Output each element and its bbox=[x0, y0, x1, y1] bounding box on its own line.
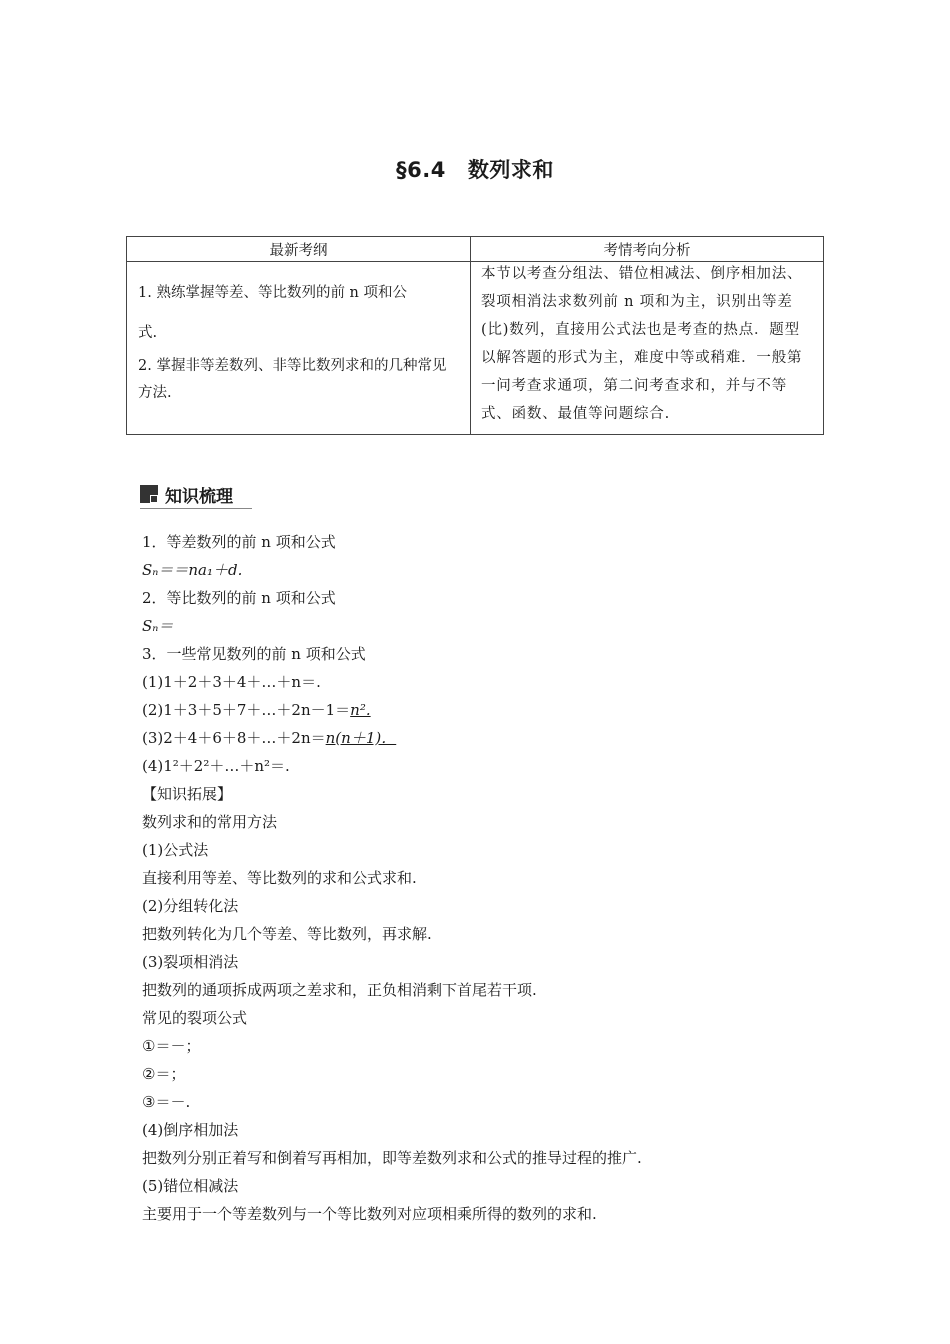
col1-cell bbox=[127, 262, 471, 435]
formula-text: (3)2＋4＋6＋8＋…＋2n＝ bbox=[142, 729, 326, 747]
text-line: 常见的裂项公式 bbox=[142, 1009, 248, 1027]
method-title: (2)分组转化法 bbox=[142, 897, 239, 915]
outline-table bbox=[126, 236, 824, 435]
text-line: 直接利用等差、等比数列的求和公式求和. bbox=[142, 869, 417, 887]
formula-line: ②＝； bbox=[142, 1065, 186, 1083]
syllabus-item-1-cont: 式. bbox=[138, 325, 158, 341]
text-line: 把数列分别正着写和倒着写再相加，即等差数列求和公式的推导过程的推广. bbox=[142, 1149, 642, 1167]
knowledge-heading-text: 知识梳理 bbox=[165, 487, 233, 507]
section-title: 数列求和 bbox=[467, 158, 554, 182]
formula-text: (2)1＋3＋5＋7＋…＋2n－1＝ bbox=[142, 701, 351, 719]
method-title: (1)公式法 bbox=[142, 841, 209, 859]
text-line: 数列求和的常用方法 bbox=[142, 813, 278, 831]
formula-answer: n(n＋1)． bbox=[325, 729, 397, 747]
col2-cell bbox=[471, 262, 824, 435]
col2-header: 考情考向分析 bbox=[471, 237, 824, 262]
knowledge-heading bbox=[140, 482, 252, 509]
text-line: 1．等差数列的前 n 项和公式 bbox=[142, 533, 336, 551]
text-line: 3．一些常见数列的前 n 项和公式 bbox=[142, 645, 366, 663]
method-title: (3)裂项相消法 bbox=[142, 953, 239, 971]
col1-header: 最新考纲 bbox=[127, 237, 471, 262]
syllabus-item-1: 1. 熟练掌握等差、等比数列的前 n 项和公 bbox=[138, 285, 407, 301]
formula-line: Sₙ＝＝na₁＋d. bbox=[142, 561, 243, 579]
square-bullet-icon bbox=[140, 485, 158, 503]
knowledge-body bbox=[142, 528, 822, 1228]
text-line: 主要用于一个等差数列与一个等比数列对应项相乘所得的数列的求和. bbox=[142, 1205, 597, 1223]
page-title bbox=[0, 154, 950, 184]
text-line: 2．等比数列的前 n 项和公式 bbox=[142, 589, 336, 607]
analysis-text: 本节以考查分组法、错位相减法、倒序相加法、裂项相消法求数列前 n 项和为主，识别出等差(比)数列，直接用公式法也是考查的热点．题型以解答题的形式为主，难度中等或稍难．一般第一问考查求通项，第二问考查求和，并与不等式、函数、最值等问题综合. bbox=[481, 266, 803, 422]
text-line: 把数列转化为几个等差、等比数列，再求解. bbox=[142, 925, 432, 943]
formula-answer: n². bbox=[350, 701, 371, 719]
section-number: §6.4 bbox=[396, 158, 446, 182]
subheading: 【知识拓展】 bbox=[142, 785, 233, 803]
text-line: 把数列的通项拆成两项之差求和，正负相消剩下首尾若干项. bbox=[142, 981, 537, 999]
syllabus-item-2: 2. 掌握非等差数列、非等比数列求和的几种常见方法. bbox=[138, 358, 447, 401]
formula-line: (1)1＋2＋3＋4＋…＋n＝. bbox=[142, 673, 321, 691]
formula-line bbox=[142, 724, 822, 752]
formula-line: (4)1²＋2²＋…＋n²＝. bbox=[142, 757, 290, 775]
formula-line bbox=[142, 696, 822, 724]
formula-line: ③＝－. bbox=[142, 1093, 191, 1111]
method-title: (5)错位相减法 bbox=[142, 1177, 239, 1195]
formula-line: ①＝－； bbox=[142, 1037, 201, 1055]
formula-line: Sₙ＝ bbox=[142, 617, 174, 635]
method-title: (4)倒序相加法 bbox=[142, 1121, 239, 1139]
